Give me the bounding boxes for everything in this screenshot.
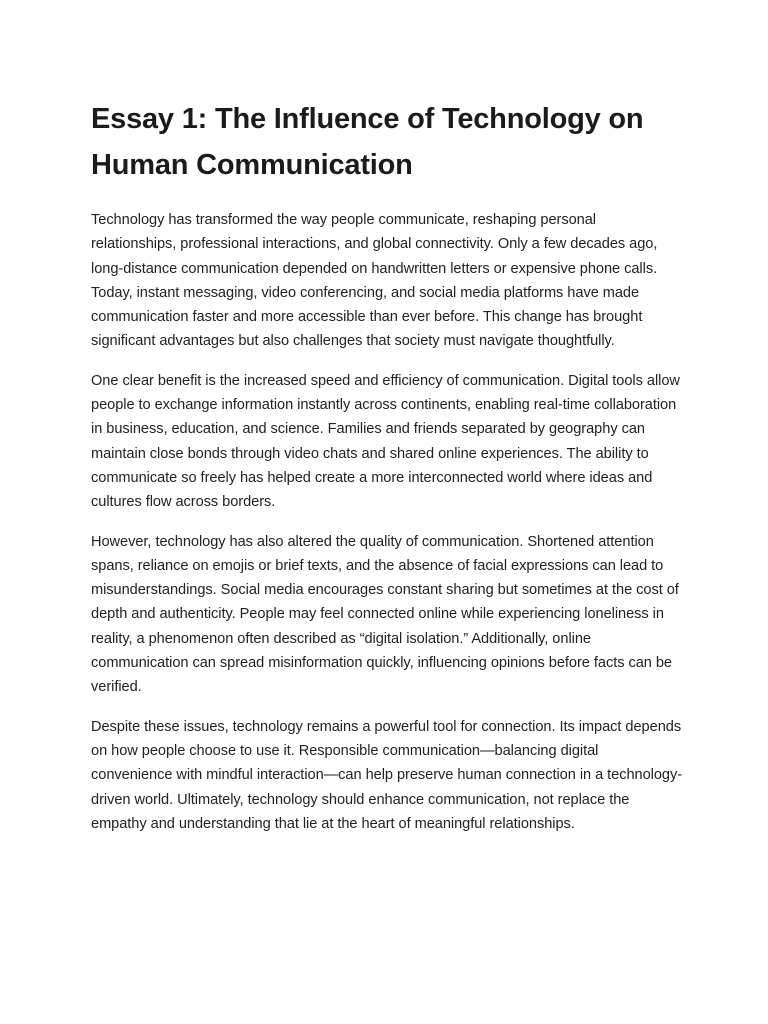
essay-body	[91, 96, 683, 836]
essay-paragraph-1: Technology has transformed the way people communicate, reshaping personal relationships, professional interactions, and global connectivity. Only a few decades ago, long-distance communication depended on handwritten letters or expensive phone calls. Today, instant messaging, video conferencing, and social media platforms have made communication faster and more accessible than ever before. This change has brought significant advantages but also challenges that society must navigate thoughtfully.	[91, 212, 658, 350]
essay-paragraph-4: Despite these issues, technology remains a powerful tool for connection. Its impact depends on how people choose to use it. Responsible communication—balancing digital convenience with mindful interaction—can help preserve human connection in a technology-driven world. Ultimately, technology should enhance communication, not replace the empathy and understanding that lie at the heart of meaningful relationships.	[91, 718, 683, 832]
essay-title: Essay 1: The Influence of Technology on Human Communication	[91, 103, 644, 181]
essay-paragraph-3: However, technology has also altered the quality of communication. Shortened attention spans, reliance on emojis or brief texts, and the absence of facial expressions can lead to misunderstandings. Social media encourages constant sharing but sometimes at the cost of depth and authenticity. People may feel connected online while experiencing loneliness in reality, a phenomenon often described as “digital isolation.” Additionally, online communication can spread misinformation quickly, influencing opinions before facts can be verified.	[91, 533, 679, 696]
essay-paragraph-2: One clear benefit is the increased speed and efficiency of communication. Digital tools allow people to exchange information instantly across continents, enabling real-time collaboration in business, education, and science. Families and friends separated by geography can maintain close bonds through video chats and shared online experiences. The ability to communicate so freely has helped create a more interconnected world where ideas and cultures flow across borders.	[91, 372, 680, 511]
